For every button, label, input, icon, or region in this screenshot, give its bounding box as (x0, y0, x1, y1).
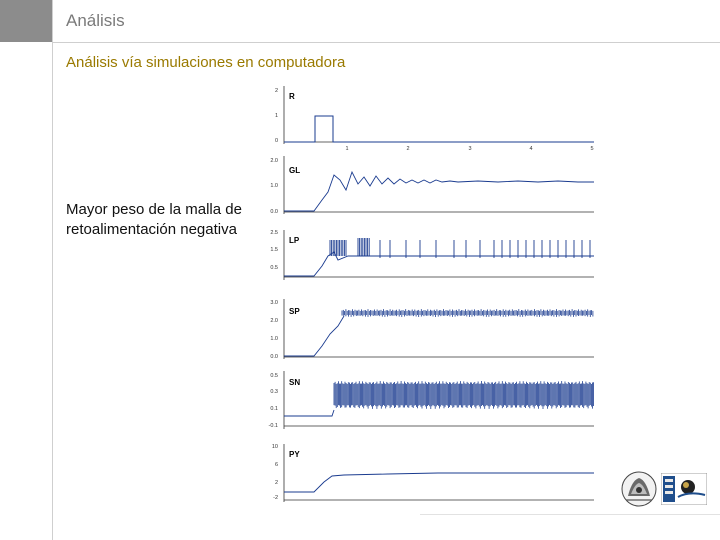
panel-label: R (289, 92, 295, 101)
y-tick: 0.3 (270, 389, 278, 395)
y-tick: 0.1 (270, 406, 278, 412)
y-tick: 0.0 (270, 354, 278, 360)
panel-label: GL (289, 166, 301, 175)
x-tick: 4 (529, 146, 533, 152)
panel-label: SP (289, 307, 300, 316)
y-tick: -2 (273, 495, 278, 501)
panel-py (272, 444, 594, 502)
left-divider (52, 0, 53, 540)
y-tick: 1.0 (270, 183, 278, 189)
panel-r (275, 86, 594, 152)
y-tick: 3.0 (270, 300, 278, 306)
panel-label: PY (289, 450, 300, 459)
panel-sn (269, 371, 594, 429)
trace-gl (284, 172, 594, 211)
x-tick: 2 (406, 146, 410, 152)
slide-body-text: Mayor peso de la malla de retoalimentación negativa (66, 201, 242, 238)
y-tick: 2.0 (270, 318, 278, 324)
header-accent-bar (0, 0, 52, 42)
y-tick: 10 (271, 444, 278, 450)
header-divider (52, 42, 720, 43)
x-tick: 1 (345, 146, 349, 152)
trace-sp-rise (284, 316, 344, 356)
y-tick: 2.0 (270, 158, 278, 164)
y-tick: 1.0 (270, 336, 278, 342)
trace-lp-base (284, 252, 594, 276)
y-tick: 0.5 (270, 373, 278, 379)
trace-sn-band (334, 381, 594, 409)
trace-lp-spikes (330, 238, 590, 258)
trace-sn-base (284, 410, 334, 416)
y-tick: 2 (274, 88, 278, 94)
y-tick: 1 (274, 113, 278, 119)
y-tick: 6 (274, 462, 278, 468)
trace-py (284, 473, 594, 492)
y-tick: 0.0 (270, 209, 278, 215)
trace-r (284, 116, 594, 142)
panel-sp (270, 299, 594, 360)
panel-label: SN (289, 378, 301, 387)
page-title: Análisis (66, 11, 125, 30)
panel-gl (270, 156, 594, 215)
y-tick: 1.5 (270, 247, 278, 253)
footer-divider (420, 514, 720, 515)
y-tick: -0.1 (268, 423, 278, 429)
x-tick: 3 (468, 146, 472, 152)
panel-label: LP (289, 236, 300, 245)
simulation-figure (258, 80, 598, 512)
y-tick: 0 (274, 138, 278, 144)
x-tick: 5 (590, 146, 594, 152)
trace-sp-band (342, 309, 593, 317)
y-tick: 2.5 (270, 230, 278, 236)
y-tick: 2 (274, 480, 278, 486)
y-tick: 0.5 (270, 265, 278, 271)
fes-logo (661, 473, 707, 505)
panel-lp (270, 230, 594, 280)
slide-subtitle: Análisis vía simulaciones en computadora (66, 54, 346, 71)
unam-seal-logo (620, 470, 658, 508)
